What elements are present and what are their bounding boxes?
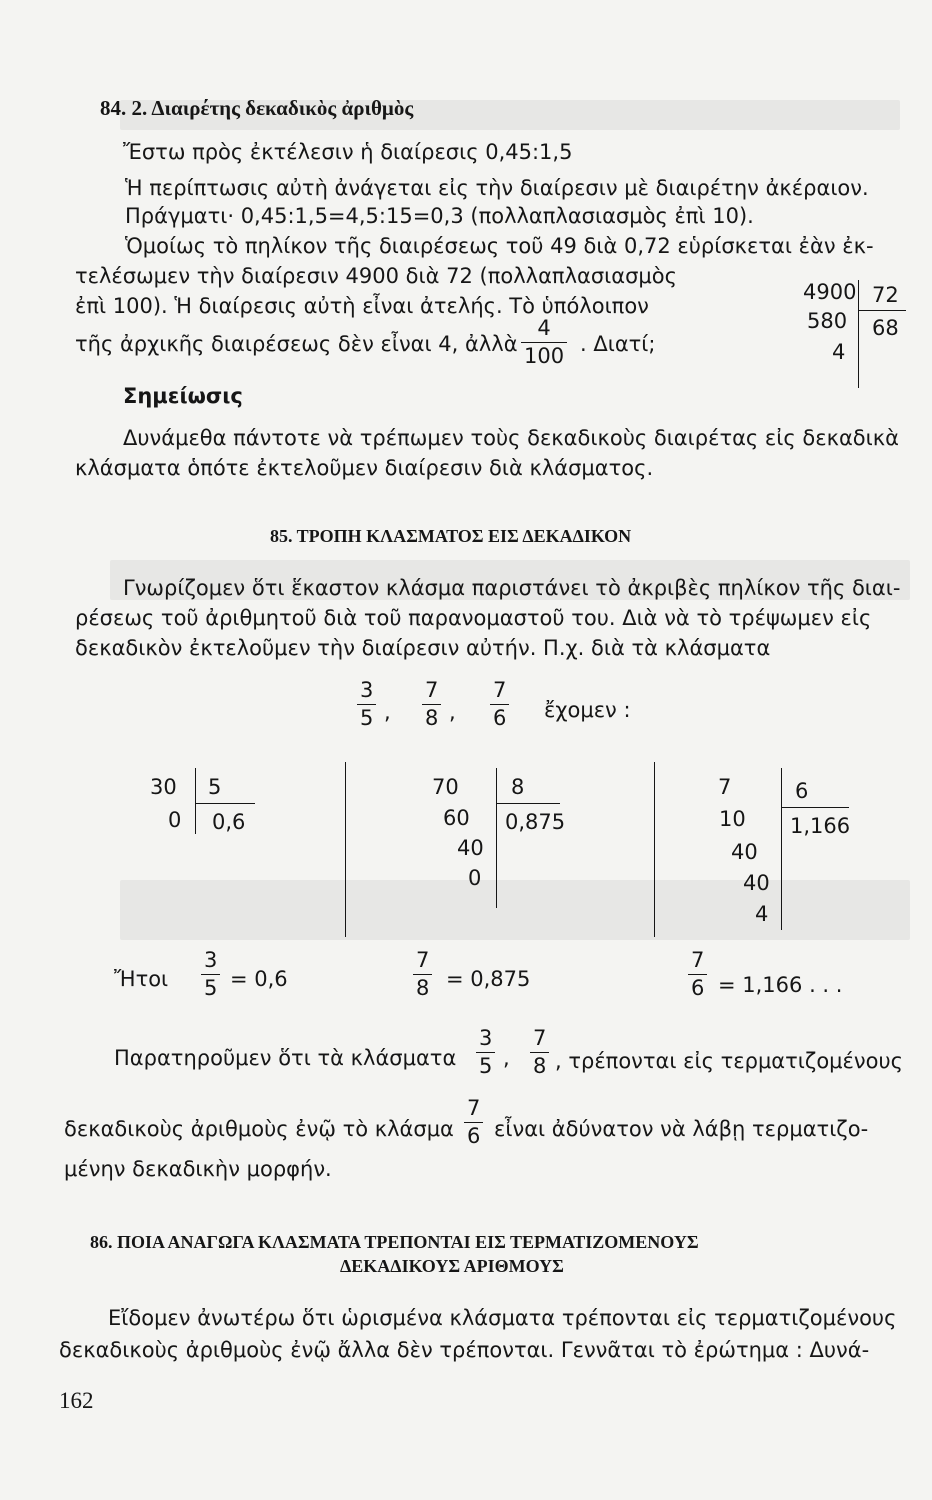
- div-remainder: 10: [719, 807, 746, 831]
- div-horizontal-line: [781, 807, 849, 808]
- note-heading: Σημείωσις: [123, 384, 243, 408]
- text-line: Ὁμοίως τὸ πηλίκον τῆς διαιρέσεως τοῦ 49 διὰ 0,72 εὑρίσκεται ἐὰν ἐκ-: [125, 234, 874, 258]
- div-remainder: 70: [432, 775, 459, 799]
- fraction-denominator: 8: [425, 706, 439, 730]
- section-84-heading: 84. 2. Διαιρέτης δεκαδικὸς ἀριθμὸς: [100, 96, 414, 120]
- text-line: Πράγματι· 0,45:1,5=4,5:15=0,3 (πολλαπλασιασμὸς ἐπὶ 10).: [125, 204, 754, 228]
- section-86-heading-line2: ΔΕΚΑΔΙΚΟΥΣ ΑΡΙΘΜΟΥΣ: [340, 1256, 564, 1276]
- fraction-denominator: 5: [360, 706, 374, 730]
- div-remainder: 4: [755, 902, 769, 926]
- div-quotient: 0,875: [505, 810, 566, 834]
- comma: ,: [384, 700, 391, 724]
- text-line: ρέσεως τοῦ ἀριθμητοῦ διὰ τοῦ παρανομαστοῦ του. Διὰ νὰ τὸ τρέψωμεν εἰς: [75, 606, 872, 630]
- text-line: Εἴδομεν ἀνωτέρω ὅτι ὡρισμένα κλάσματα τρέπονται εἰς τερματιζομένους: [108, 1306, 897, 1330]
- div-remainder: 30: [150, 775, 177, 799]
- div-vertical-line: [858, 280, 859, 388]
- text-line: μένην δεκαδικὴν μορφήν.: [64, 1157, 332, 1181]
- text-line: τελέσωμεν τὴν διαίρεσιν 4900 διὰ 72 (πολλαπλασιασμὸς: [75, 264, 677, 288]
- div-divisor: 6: [795, 779, 809, 803]
- fraction-4-over-100: [521, 318, 567, 367]
- text-line: ἐπὶ 100). Ἡ διαίρεσις αὐτὴ εἶναι ἀτελής. Τὸ ὑπόλοιπον: [75, 294, 649, 318]
- equation-result: = 1,166 . . .: [718, 973, 843, 997]
- fraction-numerator: 3: [201, 950, 220, 975]
- section-85-heading: 85. ΤΡΟΠΗ ΚΛΑΣΜΑΤΟΣ ΕΙΣ ΔΕΚΑΔΙΚΟΝ: [270, 526, 632, 546]
- text-line: Γνωρίζομεν ὅτι ἕκαστον κλάσμα παριστάνει τὸ ἀκριβὲς πηλίκον τῆς διαι-: [123, 576, 901, 600]
- div-remainder: 60: [443, 806, 470, 830]
- fraction-denominator: 5: [204, 976, 218, 1000]
- div-vertical-line: [195, 768, 196, 834]
- fraction-numerator: 3: [357, 680, 376, 705]
- fraction-denominator: 100: [524, 344, 565, 368]
- fraction-numerator: 7: [422, 680, 441, 705]
- text-line: Ἡ περίπτωσις αὐτὴ ἀνάγεται εἰς τὴν διαίρεσιν μὲ διαιρέτην ἀκέραιον.: [125, 176, 869, 200]
- text-line: , τρέπονται εἰς τερματιζομένους: [555, 1049, 903, 1073]
- div-vertical-line: [781, 768, 782, 930]
- fraction-denominator: 8: [533, 1054, 547, 1078]
- fraction-numerator: 7: [413, 950, 432, 975]
- fraction-3-over-5: [476, 1028, 495, 1077]
- fraction-denominator: 8: [416, 976, 430, 1000]
- text-line: Δυνάμεθα πάντοτε νὰ τρέπωμεν τοὺς δεκαδικοὺς διαιρέτας εἰς δεκαδικὰ: [123, 426, 899, 450]
- fraction-numerator: 7: [530, 1028, 549, 1053]
- text-line: δεκαδικοὺς ἀριθμοὺς ἐνῷ ἄλλα δὲν τρέπονται. Γεννᾶται τὸ ἐρώτημα : Δυνά-: [59, 1338, 870, 1362]
- div-remainder: 0: [468, 866, 482, 890]
- div-remainder: 40: [731, 840, 758, 864]
- text-line: εἶναι ἀδύνατον νὰ λάβῃ τερματιζο-: [494, 1117, 869, 1141]
- page-number: 162: [59, 1388, 94, 1413]
- text-line: Παρατηροῦμεν ὅτι τὰ κλάσματα: [114, 1046, 457, 1070]
- text-line: τῆς ἀρχικῆς διαιρέσεως δὲν εἶναι 4, ἀλλὰ: [75, 332, 518, 356]
- div-horizontal-line: [195, 803, 255, 804]
- div-remainder: 0: [168, 808, 182, 832]
- show-through-texture: [120, 880, 910, 940]
- div-remainder: 4: [832, 340, 846, 364]
- fraction-numerator: 7: [490, 680, 509, 705]
- div-divisor: 8: [511, 775, 525, 799]
- div-dividend: 4900: [803, 280, 857, 304]
- fraction-numerator: 7: [688, 950, 707, 975]
- div-vertical-line: [496, 768, 497, 908]
- text-line: δεκαδικοὺς ἀριθμοὺς ἐνῷ τὸ κλάσμα: [64, 1117, 454, 1141]
- fraction-3-over-5: [357, 680, 376, 729]
- div-horizontal-line: [858, 310, 906, 311]
- div-divisor: 72: [872, 283, 899, 307]
- div-quotient: 0,6: [212, 810, 246, 834]
- div-remainder: 40: [457, 836, 484, 860]
- fraction-7-over-8: [413, 950, 432, 999]
- fraction-denominator: 6: [467, 1124, 481, 1148]
- div-horizontal-line: [496, 803, 560, 804]
- div-remainder: 7: [718, 775, 732, 799]
- divider-line: [654, 762, 655, 937]
- comma: ,: [449, 700, 456, 724]
- fraction-7-over-8: [530, 1028, 549, 1077]
- section-86-heading: 86. ΠΟΙΑ ΑΝΑΓΩΓΑ ΚΛΑΣΜΑΤΑ ΤΡΕΠΟΝΤΑΙ ΕΙΣ ΤΕΡΜΑΤΙΖΟΜΕΝΟΥΣ: [90, 1232, 699, 1252]
- fraction-denominator: 5: [479, 1054, 493, 1078]
- text-itoi: Ἤτοι: [114, 967, 169, 991]
- equation-result: = 0,875: [446, 967, 531, 991]
- text-line: κλάσματα ὁπότε ἐκτελοῦμεν διαίρεσιν διὰ κλάσματος.: [75, 456, 654, 480]
- fraction-3-over-5: [201, 950, 220, 999]
- fraction-numerator: 4: [521, 318, 567, 343]
- fraction-7-over-8: [422, 680, 441, 729]
- fraction-numerator: 7: [464, 1098, 483, 1123]
- div-divisor: 5: [208, 775, 222, 799]
- fraction-denominator: 6: [691, 976, 705, 1000]
- fraction-7-over-6: [464, 1098, 483, 1147]
- fraction-7-over-6: [688, 950, 707, 999]
- div-remainder: 40: [743, 871, 770, 895]
- text-exomen: ἔχομεν :: [544, 698, 631, 722]
- fraction-numerator: 3: [476, 1028, 495, 1053]
- text-line: Ἔστω πρὸς ἐκτέλεσιν ἡ διαίρεσις 0,45:1,5: [123, 140, 573, 164]
- div-quotient: 68: [872, 316, 899, 340]
- div-quotient: 1,166: [790, 814, 851, 838]
- comma: ,: [503, 1046, 510, 1070]
- div-remainder: 580: [807, 309, 848, 333]
- fraction-denominator: 6: [493, 706, 507, 730]
- text-line: δεκαδικὸν ἐκτελοῦμεν τὴν διαίρεσιν αὐτήν. Π.χ. διὰ τὰ κλάσματα: [75, 636, 771, 660]
- equation-result: = 0,6: [230, 967, 288, 991]
- divider-line: [345, 762, 346, 937]
- text-line: . Διατί;: [580, 332, 656, 356]
- fraction-7-over-6: [490, 680, 509, 729]
